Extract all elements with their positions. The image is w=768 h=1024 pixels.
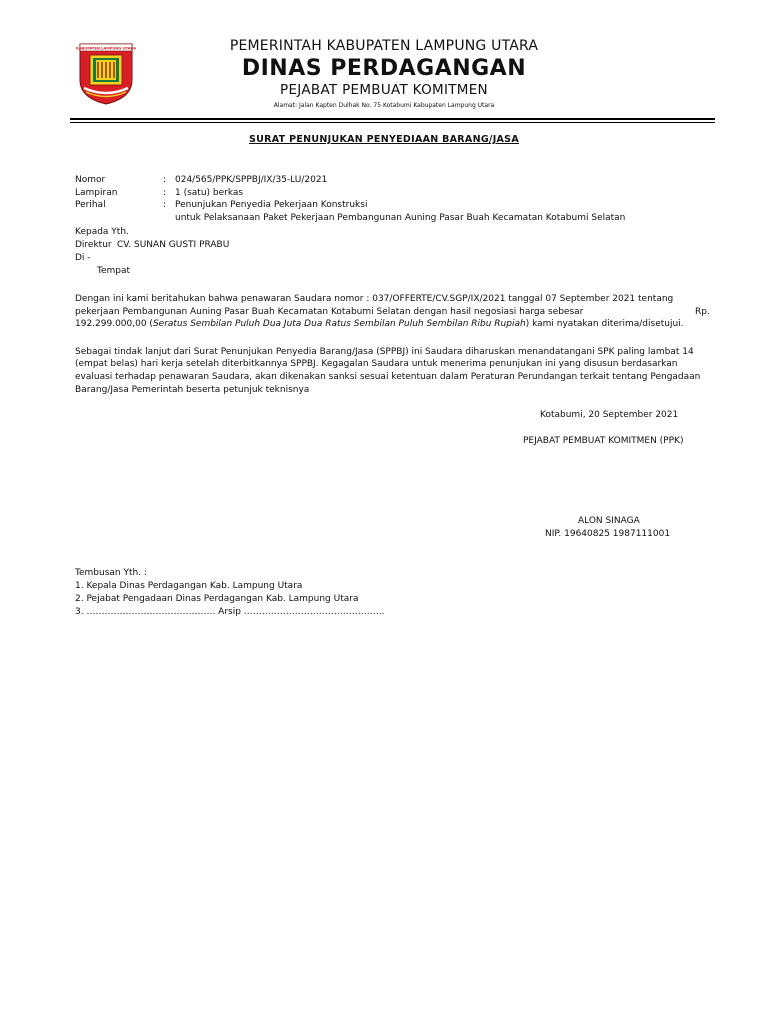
signature-nip: NIP. 19640825 1987111001 [545,529,671,539]
cc-item-3: 3. ……………………………………. Arsip ……………………………………….. [75,607,385,617]
letterhead-divider-thick [70,118,715,120]
nomor-colon: : [163,175,167,185]
recipient-salutation: Kepada Yth. [75,227,129,237]
recipient-company: CV. SUNAN GUSTI PRABU [117,240,230,250]
signature-name: ALON SINAGA [578,516,640,526]
recipient-title: Direktur [75,240,112,250]
signature-place-date: Kotabumi, 20 September 2021 [540,410,679,420]
perihal-colon: : [163,200,167,210]
amount-closing: ) kami nyatakan diterima/disetujui. [525,319,684,329]
body-paragraph-1-line-2: pekerjaan Pembangunan Auning Pasar Buah Kecamatan Kotabumi Selatan dengan hasil negosiasi harga sebesar [75,307,584,317]
lampiran-colon: : [163,188,167,198]
letter-subject: SURAT PENUNJUKAN PENYEDIAAN BARANG/JASA [249,134,519,145]
body-paragraph-2-line-2: (empat belas) hari kerja setelah diterbitkannya SPPBJ. Kegagalan Saudara untuk menerima penunjukan ini yang disusun berdasarkan [75,359,678,369]
lampiran-value: 1 (satu) berkas [175,188,244,198]
letterhead-office: PEJABAT PEMBUAT KOMITMEN [280,82,488,98]
body-paragraph-2-line-4: Barang/Jasa Pemerintah beserta petunjuk teknisnya [75,385,310,395]
perihal-value-1: Penunjukan Penyedia Pekerjaan Konstruksi [175,200,368,210]
recipient-place: Tempat [97,266,131,276]
amount-figure: 192.299.000,00 ( [75,319,153,329]
logo-text: KABUPATEN LAMPUNG UTARA [76,46,136,51]
perihal-label: Perihal [75,200,106,210]
body-paragraph-1-line-3 [75,318,684,330]
recipient-di: Di - [75,253,91,263]
cc-item-1: 1. Kepala Dinas Perdagangan Kab. Lampung Utara [75,581,303,591]
amount-in-words: Seratus Sembilan Puluh Dua Juta Dua Ratus Sembilan Puluh Sembilan Ribu Rupiah [152,319,526,329]
letterhead-divider-thin [70,122,715,123]
body-paragraph-1-currency: Rp. [695,307,710,317]
perihal-value-2: untuk Pelaksanaan Paket Pekerjaan Pembangunan Auning Pasar Buah Kecamatan Kotabumi Selatan [175,213,626,223]
letterhead-agency: DINAS PERDAGANGAN [241,56,527,81]
body-paragraph-2-line-1: Sebagai tindak lanjut dari Surat Penunjukan Penyedia Barang/Jasa (SPPBJ) ini Saudara diharuskan menandatangani SPK paling lambat 14 [75,347,694,357]
body-paragraph-2-line-3: evaluasi terhadap penawaran Saudara, akan dikenakan sanksi sesuai ketentuan dalam Peraturan Perundangan terkait tentang Pengadaan [75,372,701,382]
lampiran-label: Lampiran [75,188,118,198]
cc-item-2: 2. Pejabat Pengadaan Dinas Perdagangan Kab. Lampung Utara [75,594,359,604]
letterhead-address: Alamat: Jalan Kapten Dulhak No. 75 Kotabumi Kabupaten Lampung Utara [273,102,495,109]
signature-title: PEJABAT PEMBUAT KOMITMEN (PPK) [523,436,684,446]
body-paragraph-1-line-1: Dengan ini kami beritahukan bahwa penawaran Saudara nomor : 037/OFFERTE/CV.SGP/IX/2021 tanggal 07 September 2021 tentang [75,294,674,304]
nomor-value: 024/565/PPK/SPPBJ/IX/35-LU/2021 [175,175,328,185]
cc-header: Tembusan Yth. : [75,568,147,578]
letterhead-government: PEMERINTAH KABUPATEN LAMPUNG UTARA [229,38,539,54]
nomor-label: Nomor [75,175,106,185]
